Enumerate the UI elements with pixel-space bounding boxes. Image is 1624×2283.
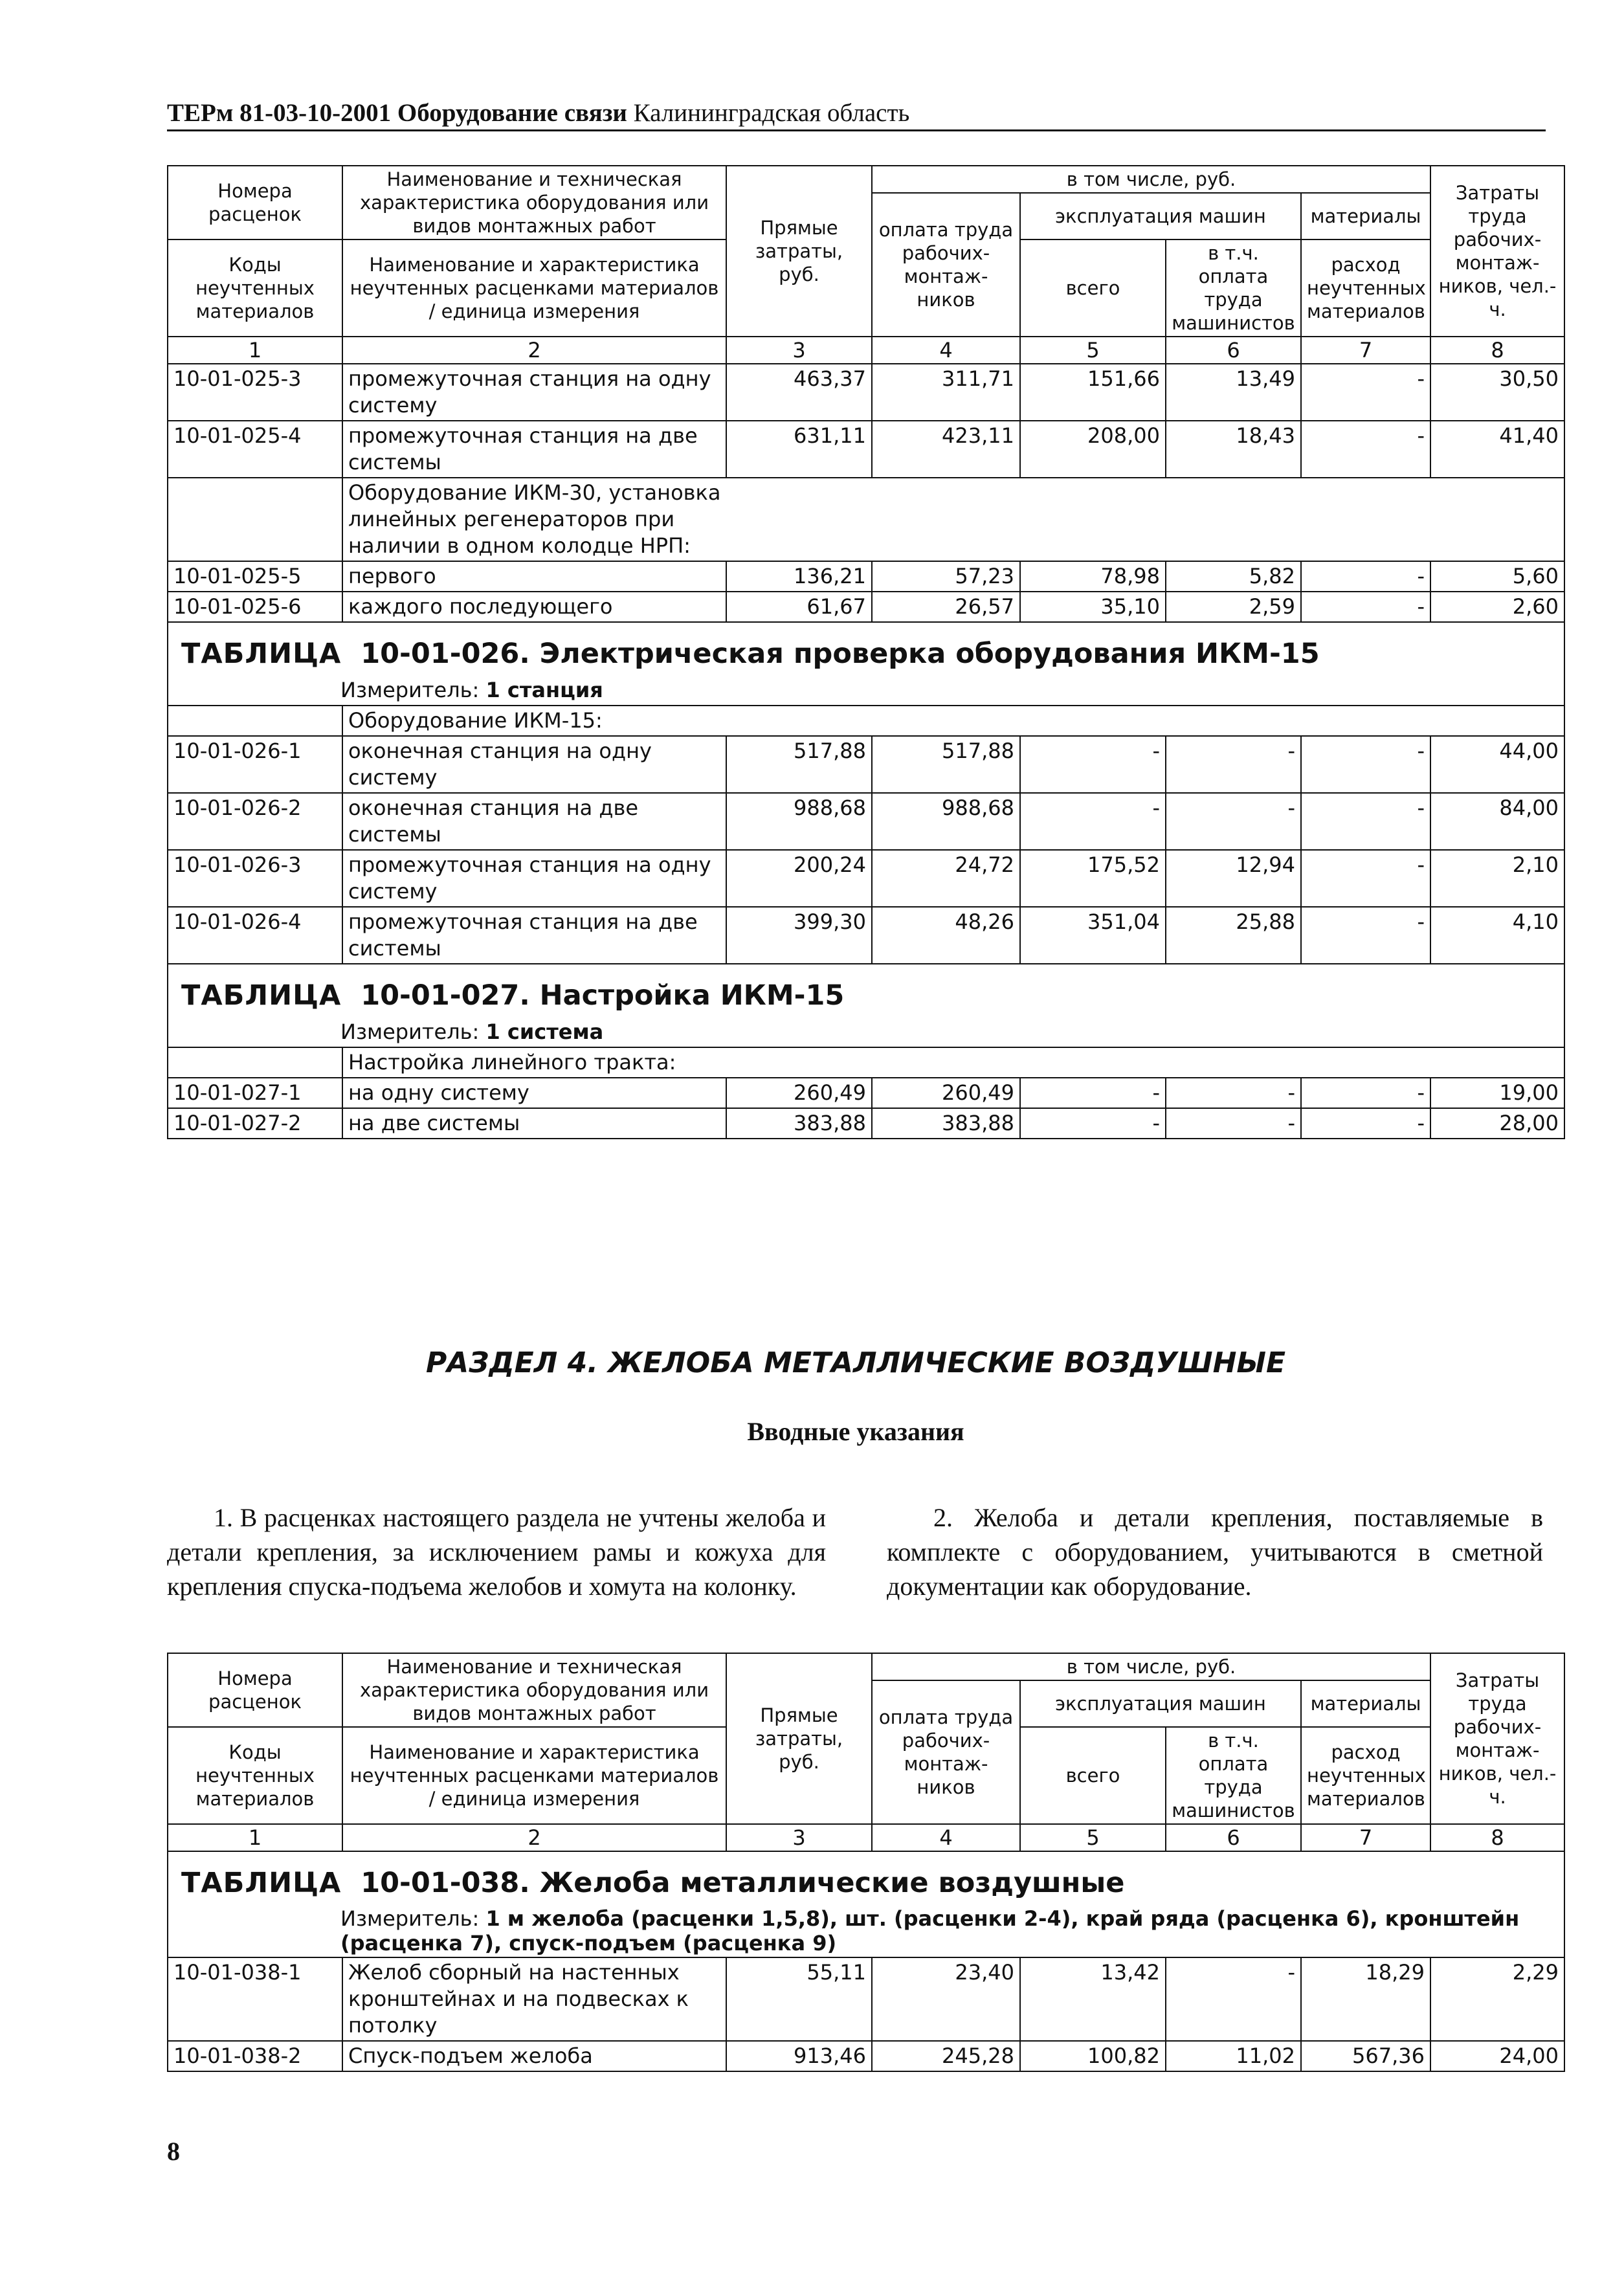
meter-026 [168, 676, 1564, 706]
header-labour: Затраты труда рабочих-монтаж-ников, чел.-ч. [1430, 1653, 1564, 1824]
rate-value: - [1166, 793, 1301, 850]
rate-name: оконечная станция на одну систему [342, 736, 726, 793]
table-label: ТАБЛИЦА [181, 979, 342, 1012]
rate-value: 41,40 [1430, 421, 1564, 478]
rate-value: 55,11 [726, 1957, 872, 2041]
table-title-038 [168, 1851, 1564, 1905]
rate-value: 61,67 [726, 592, 872, 622]
rate-name: оконечная станция на две системы [342, 793, 726, 850]
group-row-ikm15 [168, 706, 1564, 736]
rate-value: 383,88 [872, 1108, 1020, 1139]
col-num: 4 [872, 1824, 1020, 1851]
rate-code: 10-01-026-3 [168, 850, 342, 907]
rate-name: первого [342, 561, 726, 592]
rate-value: 988,68 [726, 793, 872, 850]
running-head [167, 97, 1546, 131]
empty-cell [726, 478, 1564, 561]
rate-value: 913,46 [726, 2041, 872, 2071]
header-direct-costs: Прямые затраты, руб. [726, 1653, 872, 1824]
rate-value: 30,50 [1430, 364, 1564, 421]
header-incl-machinist: в т.ч. оплата труда машинистов [1166, 1727, 1301, 1824]
rate-name: на две системы [342, 1108, 726, 1139]
header-worker-pay: оплата труда рабочих-монтаж-ников [872, 193, 1020, 337]
table-row [168, 592, 1564, 622]
rate-value: 399,30 [726, 907, 872, 964]
meter-027 [168, 1018, 1564, 1047]
rate-value: 18,43 [1166, 421, 1301, 478]
intro-paragraph-2: 2. Желоба и детали крепления, поставляемые в комплекте с оборудованием, учитываются в сметной документации как оборудование. [887, 1503, 1543, 1601]
rate-code: 10-01-025-4 [168, 421, 342, 478]
rate-value: - [1301, 421, 1430, 478]
column-numbers-row [168, 337, 1564, 364]
rate-code: 10-01-025-6 [168, 592, 342, 622]
rate-code: 10-01-026-4 [168, 907, 342, 964]
rate-value: - [1301, 907, 1430, 964]
header-material-consumption: расход неучтенных материалов [1301, 239, 1430, 337]
rate-value: - [1301, 1078, 1430, 1108]
rate-value: 24,72 [872, 850, 1020, 907]
rate-value: 423,11 [872, 421, 1020, 478]
rate-value: - [1166, 1957, 1301, 2041]
rate-code: 10-01-027-1 [168, 1078, 342, 1108]
rate-value: 383,88 [726, 1108, 872, 1139]
rate-value: 35,10 [1020, 592, 1166, 622]
rate-value: 517,88 [872, 736, 1020, 793]
rate-value: 631,11 [726, 421, 872, 478]
rate-value: 311,71 [872, 364, 1020, 421]
rate-value: 13,49 [1166, 364, 1301, 421]
table-row [168, 2041, 1564, 2071]
rate-value: 84,00 [1430, 793, 1564, 850]
rate-value: - [1301, 364, 1430, 421]
table-row [168, 1078, 1564, 1108]
header-name-material: Наименование и характеристика неучтенных расценками материалов / единица измерения [342, 239, 726, 337]
rate-value: - [1020, 736, 1166, 793]
rate-value: 48,26 [872, 907, 1020, 964]
rate-value: 175,52 [1020, 850, 1166, 907]
rate-value: - [1020, 1108, 1166, 1139]
table-label: ТАБЛИЦА [181, 1867, 342, 1899]
header-material-codes: Коды неучтенных материалов [168, 239, 342, 337]
table-row [168, 1108, 1564, 1139]
rate-name: промежуточная станция на две системы [342, 907, 726, 964]
rate-value: 5,82 [1166, 561, 1301, 592]
meter-value: 1 м желоба (расценки 1,5,8), шт. (расценки 2-4), край ряда (расценка 6), кронштейн (расценка 7), спуск-подъем (расценка 9) [340, 1906, 1520, 1955]
rate-value: 517,88 [726, 736, 872, 793]
rate-value: 463,37 [726, 364, 872, 421]
rates-table-upper [167, 165, 1565, 1139]
group-row-ikm30 [168, 478, 1564, 561]
table-row [168, 421, 1564, 478]
header-machine-op: эксплуатация машин [1020, 1680, 1301, 1727]
rate-value: 260,49 [872, 1078, 1020, 1108]
rate-value: - [1301, 561, 1430, 592]
rate-value: 567,36 [1301, 2041, 1430, 2071]
rate-value: 26,57 [872, 592, 1020, 622]
rate-code: 10-01-025-5 [168, 561, 342, 592]
rate-value: 988,68 [872, 793, 1020, 850]
header-material-consumption: расход неучтенных материалов [1301, 1727, 1430, 1824]
rate-value: 151,66 [1020, 364, 1166, 421]
rate-value: 136,21 [726, 561, 872, 592]
document-region: Калининградская область [633, 99, 910, 127]
rate-code: 10-01-026-2 [168, 793, 342, 850]
col-num: 7 [1301, 337, 1430, 364]
rate-value: 100,82 [1020, 2041, 1166, 2071]
meter-value: 1 система [485, 1019, 604, 1044]
col-num: 2 [342, 337, 726, 364]
table-row [168, 907, 1564, 964]
document-code: ТЕРм 81-03-10-2001 [167, 99, 392, 127]
rate-name: промежуточная станция на одну систему [342, 850, 726, 907]
header-incl-machinist: в т.ч. оплата труда машинистов [1166, 239, 1301, 337]
table-row [168, 1957, 1564, 2041]
rate-value: 2,59 [1166, 592, 1301, 622]
rate-value: 208,00 [1020, 421, 1166, 478]
rate-value: 24,00 [1430, 2041, 1564, 2071]
page-number: 8 [167, 2137, 180, 2166]
rate-value: - [1301, 850, 1430, 907]
rate-value: - [1166, 1078, 1301, 1108]
col-num: 6 [1166, 337, 1301, 364]
col-num: 5 [1020, 1824, 1166, 1851]
rate-value: - [1166, 736, 1301, 793]
rate-name: на одну систему [342, 1078, 726, 1108]
rate-value: 5,60 [1430, 561, 1564, 592]
empty-cell [168, 1047, 342, 1078]
rate-name: промежуточная станция на две системы [342, 421, 726, 478]
table-title-027 [168, 964, 1564, 1018]
intro-paragraph-1: 1. В расценках настоящего раздела не учтены желоба и детали крепления, за исключением рамы и кожуха для крепления спуска-подъема желобов и хомута на колонку. [167, 1503, 826, 1601]
rate-value: 2,29 [1430, 1957, 1564, 2041]
col-num: 2 [342, 1824, 726, 1851]
rate-value: 78,98 [1020, 561, 1166, 592]
rate-value: - [1166, 1108, 1301, 1139]
rate-value: 25,88 [1166, 907, 1301, 964]
table-title-text: 10-01-026. Электрическая проверка оборудования ИКМ-15 [361, 638, 1320, 670]
intro-title: Вводные указания [747, 1417, 964, 1446]
table-row [168, 736, 1564, 793]
rate-value: - [1301, 1108, 1430, 1139]
group-label: Оборудование ИКМ-30, установка линейных регенераторов при наличии в одном колодце НРП: [342, 478, 726, 561]
header-name-material: Наименование и характеристика неучтенных расценками материалов / единица измерения [342, 1727, 726, 1824]
section-title: РАЗДЕЛ 4. ЖЕЛОБА МЕТАЛЛИЧЕСКИЕ ВОЗДУШНЫЕ [425, 1346, 1286, 1379]
rate-value: 2,60 [1430, 592, 1564, 622]
col-num: 4 [872, 337, 1020, 364]
rate-value: 18,29 [1301, 1957, 1430, 2041]
group-label: Настройка линейного тракта: [342, 1047, 1564, 1078]
col-num: 3 [726, 1824, 872, 1851]
table-label: ТАБЛИЦА [181, 638, 342, 670]
rate-value: 13,42 [1020, 1957, 1166, 2041]
rate-code: 10-01-038-2 [168, 2041, 342, 2071]
header-materials: материалы [1301, 193, 1430, 239]
col-num: 8 [1430, 337, 1564, 364]
table-row [168, 561, 1564, 592]
rate-value: 351,04 [1020, 907, 1166, 964]
table-title-text: 10-01-027. Настройка ИКМ-15 [361, 979, 845, 1012]
rate-value: - [1020, 1078, 1166, 1108]
col-num: 1 [168, 1824, 342, 1851]
rate-code: 10-01-026-1 [168, 736, 342, 793]
meter-038 [168, 1905, 1564, 1957]
col-num: 7 [1301, 1824, 1430, 1851]
rate-value: 44,00 [1430, 736, 1564, 793]
header-material-codes: Коды неучтенных материалов [168, 1727, 342, 1824]
rate-value: - [1020, 793, 1166, 850]
meter-label: Измеритель: [340, 1019, 480, 1044]
rate-name: промежуточная станция на одну систему [342, 364, 726, 421]
header-direct-costs: Прямые затраты, руб. [726, 166, 872, 337]
meter-label: Измеритель: [340, 1906, 480, 1931]
meter-value: 1 станция [485, 678, 603, 702]
rate-name: Спуск-подъем желоба [342, 2041, 726, 2071]
empty-cell [168, 478, 342, 561]
rate-value: - [1301, 793, 1430, 850]
rate-value: 11,02 [1166, 2041, 1301, 2071]
col-num: 5 [1020, 337, 1166, 364]
rate-code: 10-01-038-1 [168, 1957, 342, 2041]
header-total: всего [1020, 1727, 1166, 1824]
header-including: в том числе, руб. [872, 166, 1430, 193]
rate-code: 10-01-025-3 [168, 364, 342, 421]
header-name-work: Наименование и техническая характеристика оборудования или видов монтажных работ [342, 1653, 726, 1727]
rate-name: каждого последующего [342, 592, 726, 622]
document-title: Оборудование связи [397, 99, 627, 127]
col-num: 6 [1166, 1824, 1301, 1851]
rate-value: 245,28 [872, 2041, 1020, 2071]
meter-label: Измеритель: [340, 678, 480, 702]
rate-value: 19,00 [1430, 1078, 1564, 1108]
rate-value: 260,49 [726, 1078, 872, 1108]
table-title-text: 10-01-038. Желоба металлические воздушные [361, 1867, 1125, 1899]
col-num: 8 [1430, 1824, 1564, 1851]
rate-value: 2,10 [1430, 850, 1564, 907]
empty-cell [168, 706, 342, 736]
rate-value: - [1301, 592, 1430, 622]
table-row [168, 850, 1564, 907]
rate-value: 57,23 [872, 561, 1020, 592]
rate-name: Желоб сборный на настенных кронштейнах и на подвесках к потолку [342, 1957, 726, 2041]
rate-value: 200,24 [726, 850, 872, 907]
column-numbers-row [168, 1824, 1564, 1851]
header-rate-numbers: Номера расценок [168, 1653, 342, 1727]
header-name-work: Наименование и техническая характеристика оборудования или видов монтажных работ [342, 166, 726, 239]
header-including: в том числе, руб. [872, 1653, 1430, 1680]
header-worker-pay: оплата труда рабочих-монтаж-ников [872, 1680, 1020, 1824]
rate-code: 10-01-027-2 [168, 1108, 342, 1139]
group-row-tract [168, 1047, 1564, 1078]
table-row [168, 364, 1564, 421]
table-title-026 [168, 622, 1564, 676]
rate-value: 28,00 [1430, 1108, 1564, 1139]
col-num: 3 [726, 337, 872, 364]
rate-value: 23,40 [872, 1957, 1020, 2041]
rate-value: - [1301, 736, 1430, 793]
header-machine-op: эксплуатация машин [1020, 193, 1301, 239]
rate-value: 12,94 [1166, 850, 1301, 907]
col-num: 1 [168, 337, 342, 364]
group-label: Оборудование ИКМ-15: [342, 706, 1564, 736]
header-total: всего [1020, 239, 1166, 337]
header-rate-numbers: Номера расценок [168, 166, 342, 239]
header-labour: Затраты труда рабочих-монтаж-ников, чел.-ч. [1430, 166, 1564, 337]
table-row [168, 793, 1564, 850]
header-materials: материалы [1301, 1680, 1430, 1727]
rate-value: 4,10 [1430, 907, 1564, 964]
rates-table-lower [167, 1653, 1565, 2072]
